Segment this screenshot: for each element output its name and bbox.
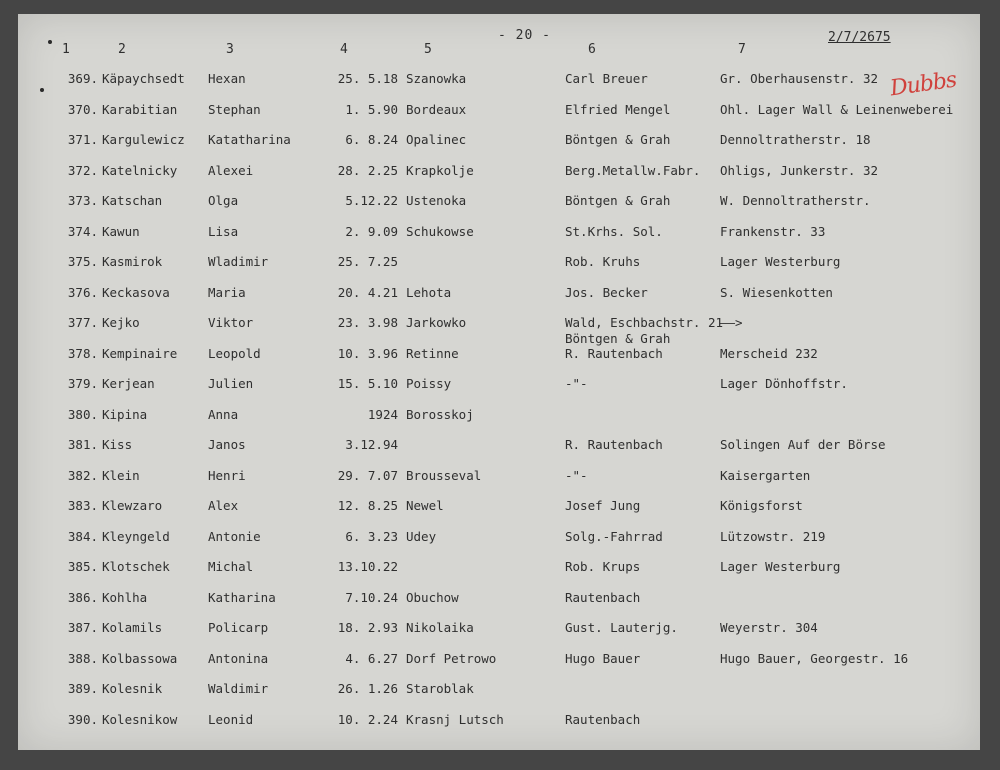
birth-date-cell: 12. 8.25 [337, 498, 398, 513]
birth-date-cell: 26. 1.26 [337, 681, 398, 696]
address-cell: Lützowstr. 219 [720, 528, 826, 544]
entry-number-cell: 376. [67, 284, 98, 300]
entry-number-cell: 389. [67, 681, 98, 696]
document-page [18, 14, 980, 750]
table-row [18, 312, 980, 343]
address-cell: S. Wiesenkotten [720, 284, 833, 300]
address-cell: Dennoltratherstr. 18 [720, 132, 871, 147]
surname-cell: Kempinaire [102, 345, 178, 361]
column-header-6: 6 [588, 42, 596, 57]
address-cell: Ohligs, Junkerstr. 32 [720, 162, 879, 178]
birthplace-cell: Dorf Petrowo [406, 650, 497, 666]
birth-date-cell: 25. 7.25 [337, 254, 398, 269]
surname-cell: Kolesnikow [102, 711, 178, 727]
first-name-cell: Wladimir [208, 254, 269, 269]
surname-cell: Keckasova [102, 284, 170, 300]
entry-number-cell: 386. [67, 589, 98, 605]
first-name-cell: Michal [208, 559, 254, 574]
entry-number-cell: 380. [67, 406, 98, 422]
first-name-cell: Katharina [208, 589, 276, 605]
birthplace-cell: Jarkowko [406, 315, 467, 330]
first-name-cell: Alexei [208, 162, 254, 178]
table-row [18, 465, 980, 496]
employer-cell: Wald, Eschbachstr. 21 [565, 315, 724, 330]
table-row [18, 617, 980, 648]
entry-number-cell: 382. [67, 467, 98, 483]
entry-number-cell: 370. [67, 101, 98, 117]
first-name-cell: Alex [208, 498, 239, 513]
entry-number-cell: 375. [67, 254, 98, 269]
birth-date-cell: 18. 2.93 [337, 620, 398, 635]
birthplace-cell: Schukowse [406, 223, 474, 239]
table-row [18, 648, 980, 679]
address-cell: Weyerstr. 304 [720, 620, 818, 635]
employer-cell: Rob. Kruhs [565, 254, 641, 269]
column-header-2: 2 [118, 42, 126, 57]
table-row [18, 587, 980, 618]
page-number: - 20 - [498, 28, 551, 43]
first-name-cell: Julien [208, 376, 254, 391]
surname-cell: Katschan [102, 193, 163, 208]
first-name-cell: Maria [208, 284, 246, 300]
birth-date-cell: 3.12.94 [345, 437, 398, 452]
entry-number-cell: 373. [67, 193, 98, 208]
table-row [18, 678, 980, 709]
entry-number-cell: 385. [67, 559, 98, 574]
birth-date-cell: 1924 [367, 406, 398, 422]
employer-cell: Rautenbach [565, 589, 641, 605]
birthplace-cell: Szanowka [406, 71, 467, 86]
birth-date-cell: 6. 3.23 [345, 528, 398, 544]
address-cell: Merscheid 232 [720, 345, 818, 361]
surname-cell: Kerjean [102, 376, 155, 391]
birth-date-cell: 6. 8.24 [345, 132, 398, 147]
surname-cell: Klein [102, 467, 140, 483]
birth-date-cell: 10. 3.96 [337, 345, 398, 361]
employer-cell: Gust. Lauterjg. [565, 620, 678, 635]
employer-cell: Jos. Becker [565, 284, 648, 300]
birthplace-cell: Krapkolje [406, 162, 474, 178]
column-header-4: 4 [340, 42, 348, 57]
first-name-cell: Antonina [208, 650, 269, 666]
first-name-cell: Viktor [208, 315, 254, 330]
employer-cell: St.Krhs. Sol. [565, 223, 663, 239]
surname-cell: Karabitian [102, 101, 178, 117]
birth-date-cell: 23. 3.98 [337, 315, 398, 330]
table-row [18, 129, 980, 160]
birthplace-cell: Bordeaux [406, 101, 467, 117]
surname-cell: Kiss [102, 437, 133, 452]
address-cell: Ohl. Lager Wall & Leinenweberei [720, 101, 954, 117]
entry-number-cell: 390. [67, 711, 98, 727]
handwritten-note: Dubbs [888, 67, 958, 102]
surname-cell: Kawun [102, 223, 140, 239]
first-name-cell: Stephan [208, 101, 261, 117]
first-name-cell: Katatharina [208, 132, 291, 147]
address-cell: Lager Dönhoffstr. [720, 376, 848, 391]
employer-cell: -"- [565, 467, 588, 483]
birth-date-cell: 1. 5.90 [345, 101, 398, 117]
birth-date-cell: 5.12.22 [345, 193, 398, 208]
address-cell: Lager Westerburg [720, 254, 841, 269]
employer-cell: Josef Jung [565, 498, 641, 513]
birthplace-cell: Retinne [406, 345, 459, 361]
address-cell: ——> [720, 315, 743, 330]
first-name-cell: Hexan [208, 71, 246, 86]
first-name-cell: Antonie [208, 528, 261, 544]
surname-cell: Kargulewicz [102, 132, 185, 147]
table-row [18, 556, 980, 587]
employer-cell: Rob. Krups [565, 559, 641, 574]
entry-number-cell: 383. [67, 498, 98, 513]
column-header-3: 3 [226, 42, 234, 57]
address-cell: Kaisergarten [720, 467, 811, 483]
table-row [18, 251, 980, 282]
table-row [18, 190, 980, 221]
employer-cell: Elfried Mengel [565, 101, 671, 117]
birthplace-cell: Obuchow [406, 589, 459, 605]
reference-code: 2/7/2675 [828, 30, 891, 45]
employer-cell: R. Rautenbach [565, 345, 663, 361]
birth-date-cell: 20. 4.21 [337, 284, 398, 300]
table-row [18, 709, 980, 740]
entry-number-cell: 381. [67, 437, 98, 452]
surname-cell: Kolesnik [102, 681, 163, 696]
first-name-cell: Anna [208, 406, 239, 422]
table-row [18, 160, 980, 191]
first-name-cell: Policarp [208, 620, 269, 635]
entry-number-cell: 378. [67, 345, 98, 361]
entry-number-cell: 372. [67, 162, 98, 178]
address-cell: Lager Westerburg [720, 559, 841, 574]
birth-date-cell: 2. 9.09 [345, 223, 398, 239]
address-cell: Königsforst [720, 498, 803, 513]
employer-cell: Solg.-Fahrrad [565, 528, 663, 544]
surname-cell: Kleyngeld [102, 528, 170, 544]
employer-cell: R. Rautenbach [565, 437, 663, 452]
birth-date-cell: 29. 7.07 [337, 467, 398, 483]
surname-cell: Kolamils [102, 620, 163, 635]
birth-date-cell: 7.10.24 [345, 589, 398, 605]
entry-number-cell: 377. [67, 315, 98, 330]
column-header-5: 5 [424, 42, 432, 57]
first-name-cell: Lisa [208, 223, 239, 239]
employer-cell: Böntgen & Grah [565, 193, 671, 208]
table-row [18, 221, 980, 252]
birth-date-cell: 10. 2.24 [337, 711, 398, 727]
entry-number-cell: 374. [67, 223, 98, 239]
surname-cell: Klotschek [102, 559, 170, 574]
birthplace-cell: Poissy [406, 376, 452, 391]
table-row [18, 99, 980, 130]
birthplace-cell: Borosskoj [406, 406, 474, 422]
first-name-cell: Henri [208, 467, 246, 483]
table-row [18, 526, 980, 557]
employer-cell: Böntgen & Grah [565, 132, 671, 147]
surname-cell: Kasmirok [102, 254, 163, 269]
address-cell: Solingen Auf der Börse [720, 437, 886, 452]
surname-cell: Klewzaro [102, 498, 163, 513]
surname-cell: Kohlha [102, 589, 148, 605]
birthplace-cell: Ustenoka [406, 193, 467, 208]
surname-cell: Katelnicky [102, 162, 178, 178]
first-name-cell: Waldimir [208, 681, 269, 696]
surname-cell: Käpaychsedt [102, 71, 185, 86]
first-name-cell: Leonid [208, 711, 254, 727]
surname-cell: Kolbassowa [102, 650, 178, 666]
entry-number-cell: 387. [67, 620, 98, 635]
birth-date-cell: 28. 2.25 [337, 162, 398, 178]
birthplace-cell: Nikolaika [406, 620, 474, 635]
table-row [18, 68, 980, 99]
column-header-7: 7 [738, 42, 746, 57]
address-cell: W. Dennoltratherstr. [720, 193, 871, 208]
register-table [18, 68, 980, 739]
birth-date-cell: 13.10.22 [337, 559, 398, 574]
table-row [18, 495, 980, 526]
table-row [18, 434, 980, 465]
birthplace-cell: Opalinec [406, 132, 467, 147]
employer-cell: Berg.Metallw.Fabr. [565, 162, 701, 178]
address-cell: Frankenstr. 33 [720, 223, 826, 239]
birthplace-cell: Krasnj Lutsch [406, 711, 504, 727]
birth-date-cell: 25. 5.18 [337, 71, 398, 86]
first-name-cell: Olga [208, 193, 239, 208]
employer-cell: Rautenbach [565, 711, 641, 727]
table-row [18, 373, 980, 404]
birthplace-cell: Newel [406, 498, 444, 513]
address-cell: Gr. Oberhausenstr. 32 [720, 71, 879, 86]
table-row [18, 282, 980, 313]
employer-cell: -"- [565, 376, 588, 391]
birthplace-cell: Brousseval [406, 467, 482, 483]
column-header-1: 1 [62, 42, 70, 57]
surname-cell: Kejko [102, 315, 140, 330]
employer-note: Böntgen & Grah [565, 330, 671, 346]
entry-number-cell: 371. [67, 132, 98, 147]
surname-cell: Kipina [102, 406, 148, 422]
punch-mark [48, 40, 52, 44]
first-name-cell: Leopold [208, 345, 261, 361]
employer-cell: Hugo Bauer [565, 650, 641, 666]
entry-number-cell: 379. [67, 376, 98, 391]
birthplace-cell: Lehota [406, 284, 452, 300]
first-name-cell: Janos [208, 437, 246, 452]
entry-number-cell: 384. [67, 528, 98, 544]
table-row [18, 404, 980, 435]
birth-date-cell: 4. 6.27 [345, 650, 398, 666]
birthplace-cell: Udey [406, 528, 437, 544]
table-row [18, 330, 980, 374]
entry-number-cell: 388. [67, 650, 98, 666]
birth-date-cell: 15. 5.10 [337, 376, 398, 391]
birthplace-cell: Staroblak [406, 681, 474, 696]
employer-cell: Carl Breuer [565, 71, 648, 86]
address-cell: Hugo Bauer, Georgestr. 16 [720, 650, 909, 666]
entry-number-cell: 369. [67, 71, 98, 86]
